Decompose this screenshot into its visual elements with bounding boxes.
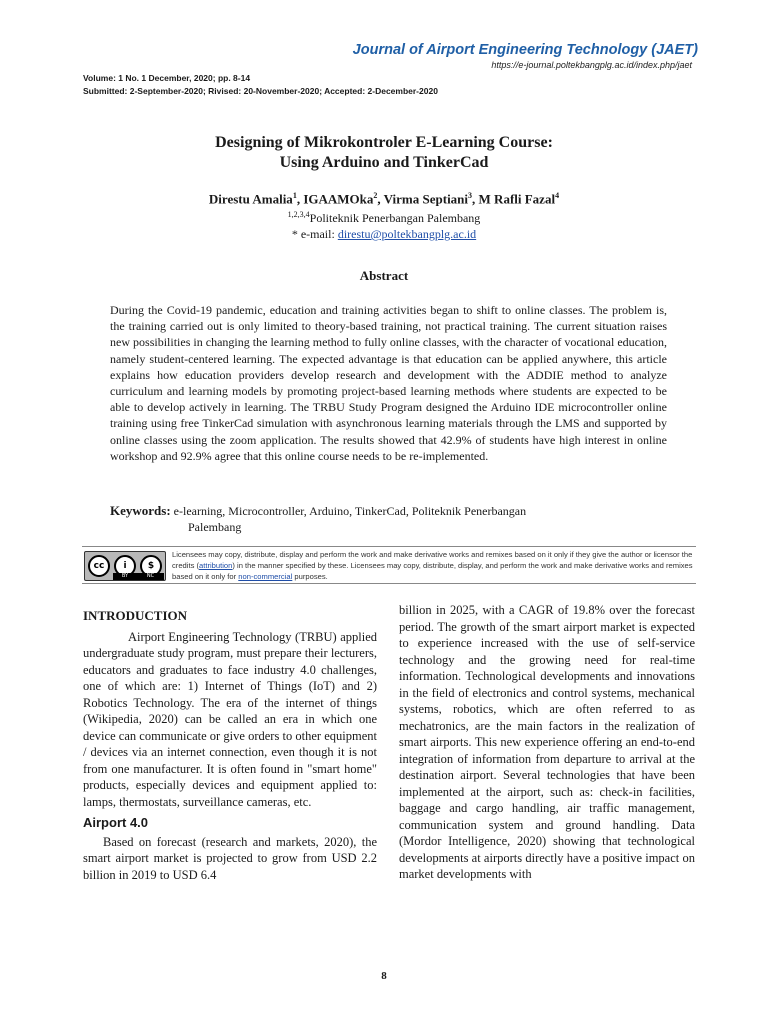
email-link[interactable]: direstu@poltekbangplg.ac.id: [337, 227, 477, 241]
abstract-text: During the Covid-19 pandemic, education and training activities began to shift to online classes. The problem is, the training carried out is only limited to theory-based training, not practical training. The current situation raises new possibilities in changing the learning method to fully online classes, with the character of vocational education, namely student-centered learning. The expected advantage is that education can be applied anywhere, this article explains how education providers develop research and development with the ADDIE method to analyze curriculum and learning models by promoting project-based learning methods where students are expected to be able to develop actively in learning. The TRBU Study Program designed the Arduino IDE microcontroller online training using free TinkerCad simulation with asynchronous learning materials through the LMS and supported by online classes using the zoom application. The results showed that 42.9% of students have high interest in online workshop and 92.9% agree that this online course needs to be re-implemented.: [110, 303, 667, 463]
license-text-part-3: purposes.: [292, 572, 328, 581]
license-text-part-1: Licensees may copy, distribute, display and perform the work and make derivative works and remixes based on it only if they give the author or licensor the credits (: [172, 550, 693, 570]
page-number: 8: [381, 970, 387, 982]
badge-by-label: BY: [113, 573, 137, 580]
badge-nc-label: NC: [137, 573, 164, 580]
airport-heading: Airport 4.0: [83, 815, 149, 830]
introduction-heading: INTRODUCTION: [83, 608, 188, 623]
affiliation-sup: 1,2,3,4: [287, 210, 310, 219]
attribution-icon: i: [114, 555, 136, 577]
right-column-paragraph: billion in 2025, with a CAGR of 19.8% over the forecast period. The growth of the smart airport market is expected to experience increased with the use of self-service technology and the growing need for real-time information. Technological developments and innovations in the field of electronics and control systems, mechanical systems, robotics, which are often referred to as mechatronics, are the main factors in the realization of smart airports. This new experience offering an end-to-end integration of information from departure to arrival at the destination airport. Several technologies that have been implemented at the airport, such as: check-in facilities, baggage and cargo handling, air traffic management, communication system and ground handling. Data (Mordor Intelligence, 2020) showing that technological developments at airports directly have a positive impact on market developments with: [399, 603, 695, 881]
paper-title: [0, 133, 768, 173]
email-label: * e-mail:: [291, 227, 335, 241]
license-text: [172, 549, 694, 582]
author-name: Direstu Amalia: [208, 191, 293, 207]
attribution-link[interactable]: attribution: [199, 561, 233, 570]
cc-icon: cc: [88, 555, 110, 577]
author-sup: 3: [468, 191, 473, 200]
title-line-2: Using Arduino and TinkerCad: [279, 154, 489, 171]
non-commercial-link[interactable]: non-commercial: [238, 572, 293, 581]
keywords-line-2: Palembang: [188, 520, 242, 534]
author-name: IGAAMOka: [303, 191, 374, 207]
cc-by-nc-badge[interactable]: [84, 551, 166, 581]
keywords-label: Keywords:: [110, 503, 171, 518]
author-sup: 2: [373, 191, 378, 200]
author-list: Direstu Amalia$^1$, IGAAMOka$^2$, Virma Septiani$^3$, M Rafli Fazal$^4$: [208, 191, 560, 207]
affiliation-name: Politeknik Penerbangan Palembang: [309, 211, 481, 225]
intro-paragraph: Airport Engineering Technology (TRBU) applied undergraduate study program, must prepare their lecturers, educators and graduates to face industry 4.0 challenges, one of which are: 1) Internet of Things (IoT) and 2) Robotics Technology. The era of the internet of things (Wikipedia, 2020) can be called an era in which one device can communicate or give orders to other equipment / devices via an internet connection, even though it is not from one manufacturer. It is often found in "smart home" products, especially devices and equipment applied to: lamps, thermostats, surveillance cameras, etc.: [83, 629, 377, 809]
author-name: Virma Septiani: [383, 191, 469, 207]
volume-info: Volume: 1 No. 1 December, 2020; pp. 8-14: [83, 73, 251, 83]
journal-title: Journal of Airport Engineering Technology (JAET): [352, 42, 698, 58]
submission-dates: Submitted: 2-September-2020; Rivised: 20-November-2020; Accepted: 2-December-2020: [83, 86, 438, 96]
keywords-line-1: e-learning, Microcontroller, Arduino, TinkerCad, Politeknik Penerbangan: [173, 504, 527, 518]
left-column: [83, 600, 377, 883]
author-name: M Rafli Fazal: [478, 191, 556, 207]
license-text-part-2: ) in the manner specified by these. Licensees may copy, distribute, display, and perform the work and make derivative works and remixes based on it only for: [172, 561, 693, 581]
affiliation: [0, 210, 768, 226]
airport-paragraph: Based on forecast (research and markets, 2020), the smart airport market is projected to grow from USD 2.2 billion in 2019 to USD 6.4: [83, 834, 377, 882]
keywords: [110, 503, 670, 535]
title-line-1: Designing of Mikrokontroler E-Learning Course:: [215, 134, 553, 151]
license-box: [82, 546, 696, 584]
author-sup: 1: [292, 191, 297, 200]
journal-url[interactable]: https://e-journal.poltekbangplg.ac.id/index.php/jaet: [491, 60, 692, 70]
right-column: [399, 602, 695, 883]
non-commercial-icon: $: [140, 555, 162, 577]
author-sup: 4: [555, 191, 560, 200]
contact-email: [0, 227, 768, 242]
abstract-heading: Abstract: [359, 268, 409, 283]
